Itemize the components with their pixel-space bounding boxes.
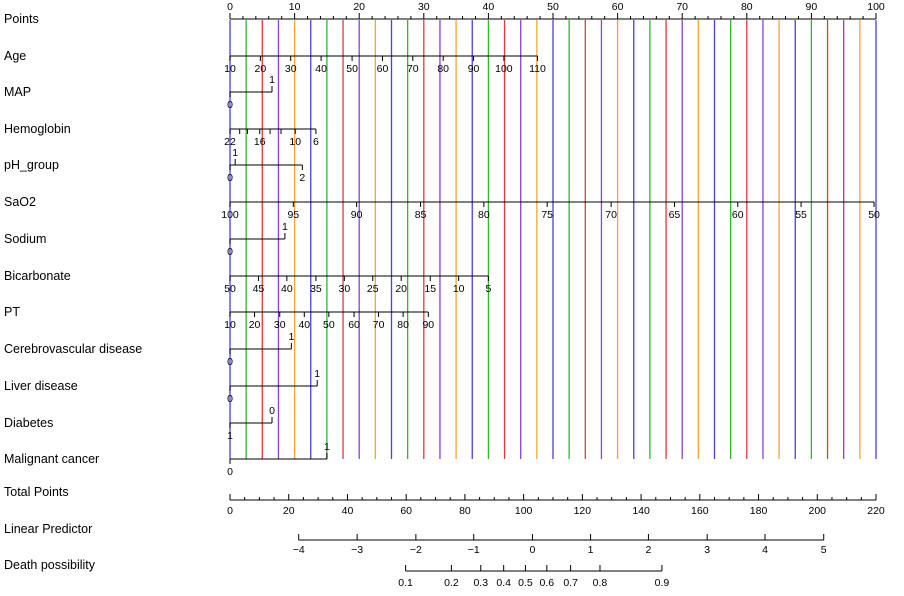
points-tick-label: 70: [676, 1, 689, 13]
death-possibility-tick-label: 0.5: [518, 577, 533, 589]
bicarbonate-tick-label: 45: [252, 283, 265, 295]
cerebrovascular-disease-label: Cerebrovascular disease: [4, 342, 143, 356]
ph-group-tick-label: 0: [227, 172, 233, 184]
death-possibility-tick-label: 0.6: [539, 577, 555, 589]
total-points-tick-label: 180: [749, 505, 768, 517]
points-tick-label: 100: [867, 1, 885, 13]
diabetes-label: Diabetes: [4, 416, 54, 430]
death-possibility-label: Death possibility: [4, 558, 96, 572]
age-tick-label: 90: [467, 63, 480, 75]
age-tick-label: 50: [346, 63, 358, 75]
malignant-cancer-tick-label: 0: [227, 466, 233, 478]
total-points-tick-label: 100: [514, 505, 533, 517]
sao2-tick-label: 65: [668, 209, 681, 221]
age-tick-label: 10: [224, 63, 236, 75]
pt-tick-label: 60: [348, 319, 360, 331]
linear-predictor-tick-label: 3: [704, 544, 711, 556]
bicarbonate-tick-label: 20: [395, 283, 408, 295]
bicarbonate-tick-label: 35: [310, 283, 322, 295]
total-points-tick-label: 160: [691, 505, 709, 517]
sao2-tick-label: 60: [731, 209, 744, 221]
points-tick-label: 90: [805, 1, 818, 13]
linear-predictor-tick-label: −2: [409, 544, 422, 556]
pt-tick-label: 10: [224, 319, 236, 331]
bicarbonate-label: Bicarbonate: [4, 269, 71, 283]
linear-predictor-tick-label: 5: [820, 544, 827, 556]
age-label: Age: [4, 49, 27, 63]
bicarbonate-tick-label: 40: [281, 283, 293, 295]
cerebrovascular-disease-tick-label: 1: [288, 331, 295, 343]
death-possibility-tick-label: 0.1: [398, 577, 413, 589]
hemoglobin-tick-label: 22: [224, 136, 236, 148]
linear-predictor-tick-label: 0: [529, 544, 536, 556]
liver-disease-tick-label: 0: [227, 393, 233, 405]
age-tick-label: 30: [284, 63, 297, 75]
hemoglobin-label: Hemoglobin: [4, 122, 71, 136]
linear-predictor-tick-label: −3: [351, 544, 364, 556]
total-points-tick-label: 80: [459, 505, 471, 517]
sao2-tick-label: 100: [221, 209, 239, 221]
pt-tick-label: 40: [298, 319, 311, 331]
map-label: MAP: [4, 85, 32, 99]
age-tick-label: 110: [529, 63, 546, 75]
points-tick-label: 30: [417, 1, 430, 13]
pt-tick-label: 80: [397, 319, 409, 331]
death-possibility-tick-label: 0.9: [654, 577, 670, 589]
bicarbonate-tick-label: 50: [224, 283, 236, 295]
death-possibility-tick-label: 0.7: [563, 577, 578, 589]
sao2-tick-label: 55: [795, 209, 807, 221]
malignant-cancer-label: Malignant cancer: [4, 452, 100, 466]
map-tick-label: 1: [269, 74, 275, 86]
pt-label: PT: [4, 305, 20, 319]
death-possibility-tick-label: 0.8: [592, 577, 608, 589]
bicarbonate-tick-label: 10: [452, 283, 465, 295]
sodium-label: Sodium: [4, 232, 47, 246]
diabetes-tick-label: 0: [269, 405, 275, 417]
ph-group-tick-label: 1: [232, 147, 239, 159]
malignant-cancer-tick-label: 1: [323, 441, 330, 453]
age-tick-label: 60: [376, 63, 389, 75]
linear-predictor-tick-label: −4: [292, 544, 305, 556]
total-points-tick-label: 60: [400, 505, 413, 517]
sao2-tick-label: 80: [478, 209, 490, 221]
total-points-tick-label: 120: [573, 505, 592, 517]
death-possibility-tick-label: 0.2: [444, 577, 459, 589]
pt-tick-label: 70: [372, 319, 385, 331]
age-tick-label: 70: [406, 63, 419, 75]
age-tick-label: 20: [254, 63, 267, 75]
points-tick-label: 40: [482, 1, 495, 13]
points-label: Points: [4, 12, 39, 26]
bicarbonate-tick-label: 15: [424, 283, 437, 295]
sao2-tick-label: 95: [287, 209, 300, 221]
total-points-tick-label: 40: [341, 505, 354, 517]
points-tick-label: 20: [353, 1, 366, 13]
pt-tick-label: 90: [422, 319, 435, 331]
liver-disease-tick-label: 1: [314, 368, 321, 380]
sodium-tick-label: 0: [227, 246, 233, 258]
death-possibility-tick-label: 0.4: [496, 577, 511, 589]
hemoglobin-tick-label: 10: [289, 136, 302, 148]
total-points-tick-label: 220: [867, 505, 885, 517]
hemoglobin-tick-label: 16: [253, 136, 266, 148]
age-tick-label: 40: [315, 63, 327, 75]
sodium-tick-label: 1: [281, 221, 288, 233]
bicarbonate-tick-label: 30: [338, 283, 351, 295]
sao2-tick-label: 90: [350, 209, 363, 221]
sao2-tick-label: 75: [541, 209, 554, 221]
bicarbonate-tick-label: 25: [366, 283, 379, 295]
linear-predictor-tick-label: −1: [467, 544, 480, 556]
points-tick-label: 80: [740, 1, 753, 13]
ph-group-label: pH_group: [4, 158, 59, 172]
sao2-tick-label: 70: [605, 209, 617, 221]
sao2-tick-label: 85: [414, 209, 427, 221]
total-points-tick-label: 0: [227, 505, 233, 517]
linear-predictor-tick-label: 2: [645, 544, 652, 556]
total-points-label: Total Points: [4, 485, 69, 499]
points-tick-label: 10: [288, 1, 301, 13]
points-tick-label: 60: [611, 1, 624, 13]
age-tick-label: 80: [437, 63, 450, 75]
linear-predictor-label: Linear Predictor: [4, 522, 93, 536]
sao2-label: SaO2: [4, 195, 36, 209]
age-tick-label: 100: [495, 63, 513, 75]
sao2-tick-label: 50: [868, 209, 880, 221]
total-points-tick-label: 140: [632, 505, 650, 517]
death-possibility-tick-label: 0.3: [473, 577, 489, 589]
ph-group-tick-label: 2: [299, 172, 306, 184]
diabetes-tick-label: 1: [227, 430, 233, 442]
map-tick-label: 0: [227, 99, 233, 111]
linear-predictor-tick-label: 1: [587, 544, 594, 556]
points-tick-label: 0: [227, 1, 233, 13]
pt-tick-label: 20: [248, 319, 261, 331]
linear-predictor-tick-label: 4: [762, 544, 768, 556]
total-points-tick-label: 200: [808, 505, 827, 517]
points-tick-label: 50: [547, 1, 559, 13]
total-points-tick-label: 20: [282, 505, 295, 517]
pt-tick-label: 50: [322, 319, 335, 331]
bicarbonate-tick-label: 5: [485, 283, 492, 295]
pt-tick-label: 30: [273, 319, 286, 331]
liver-disease-label: Liver disease: [4, 379, 78, 393]
hemoglobin-tick-label: 6: [312, 136, 319, 148]
cerebrovascular-disease-tick-label: 0: [227, 356, 233, 368]
